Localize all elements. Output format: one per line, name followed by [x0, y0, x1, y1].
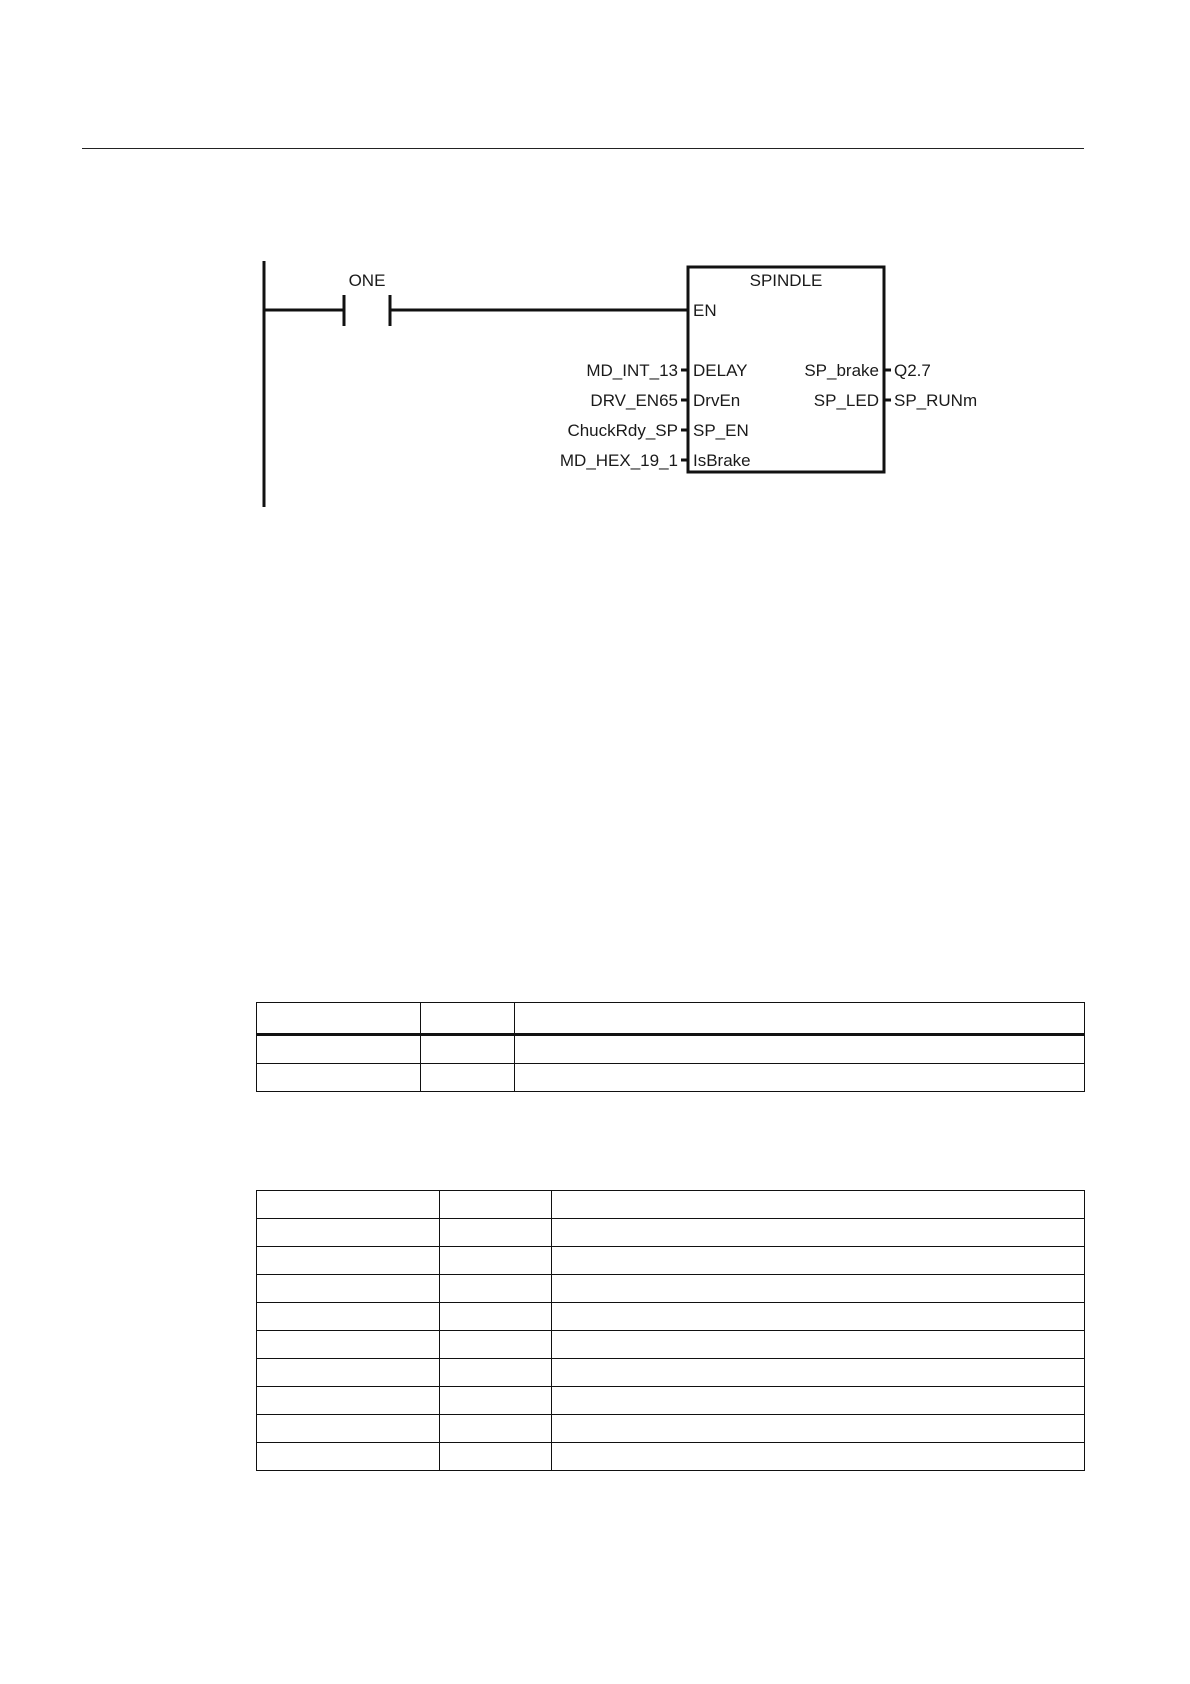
table-row	[257, 1303, 1085, 1331]
table-row	[257, 1443, 1085, 1471]
block-title: SPINDLE	[749, 271, 823, 290]
table-row	[257, 1387, 1085, 1415]
output-operand-sp-led: SP_RUNm	[894, 391, 978, 410]
output-pin-sp-led: SP_LED	[813, 391, 879, 410]
input-pin-sp-en: SP_EN	[693, 421, 749, 440]
table-row	[257, 1359, 1085, 1387]
table-row	[257, 1275, 1085, 1303]
table-row	[257, 1191, 1085, 1219]
input-operand-delay: MD_INT_13	[586, 361, 678, 380]
output-operand-sp-brake: Q2.7	[894, 361, 931, 380]
contact-label: ONE	[348, 271, 386, 290]
table-row	[257, 1247, 1085, 1275]
input-pin-en: EN	[693, 301, 717, 320]
table-row	[257, 1003, 1085, 1035]
input-operand-sp-en: ChuckRdy_SP	[567, 421, 678, 440]
table-row	[257, 1064, 1085, 1092]
table-1	[256, 1002, 1085, 1092]
ladder-diagram	[0, 0, 1190, 560]
output-pin-sp-brake: SP_brake	[804, 361, 879, 380]
input-operand-drven: DRV_EN65	[590, 391, 678, 410]
input-pin-drven: DrvEn	[693, 391, 741, 410]
table-row	[257, 1035, 1085, 1064]
input-pin-isbrake: IsBrake	[693, 451, 751, 470]
input-pin-delay: DELAY	[693, 361, 748, 380]
table-2	[256, 1190, 1085, 1471]
table-row	[257, 1219, 1085, 1247]
table-row	[257, 1331, 1085, 1359]
table-row	[257, 1415, 1085, 1443]
input-operand-isbrake: MD_HEX_19_1	[559, 451, 678, 470]
